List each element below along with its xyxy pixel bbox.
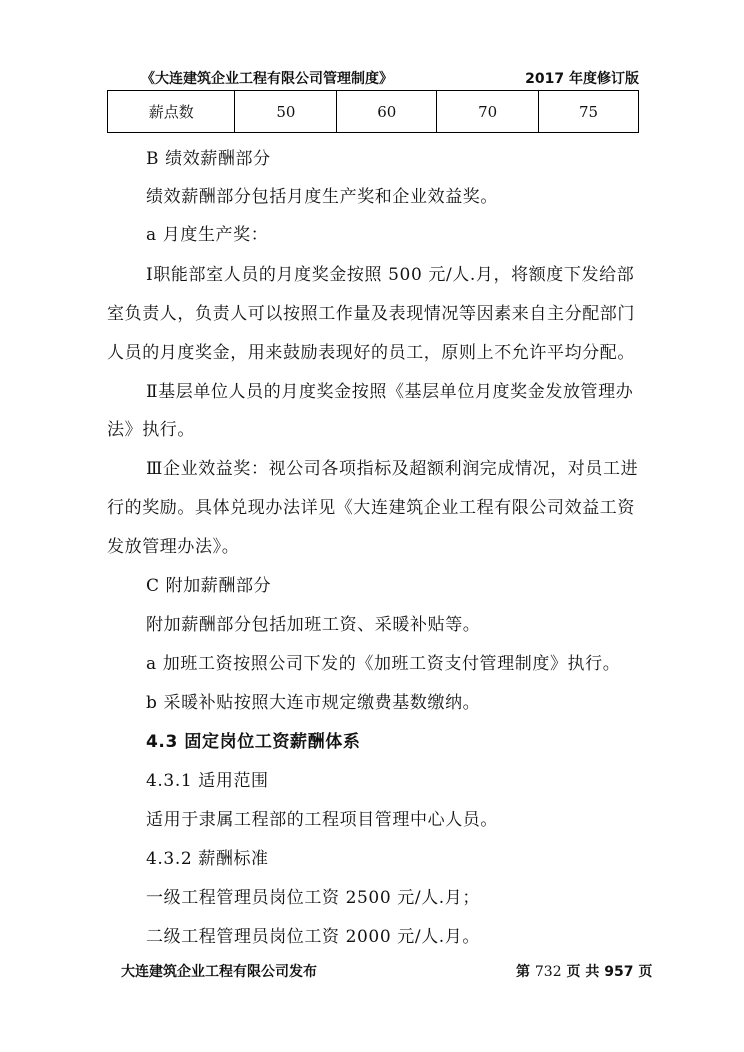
footer-publisher: 大连建筑企业工程有限公司发布 [121, 964, 317, 980]
footer-page-info [516, 961, 652, 981]
page-number: 732 [534, 964, 562, 980]
paragraph-line: 行的奖励。具体兑现办法详见《大连建筑企业工程有限公司效益工资 [107, 498, 635, 518]
paragraph-line: 人员的月度奖金，用来鼓励表现好的员工，原则上不允许平均分配。 [107, 343, 635, 363]
section-b-heading: B 绩效薪酬部分 [146, 149, 271, 169]
table-cell: 50 [235, 91, 337, 133]
paragraph-line: Ⅲ企业效益奖：视公司各项指标及超额利润完成情况，对员工进 [146, 459, 639, 479]
page-mid: 页 共 [566, 964, 600, 980]
paragraph-line: 附加薪酬部分包括加班工资、采暖补贴等。 [146, 615, 481, 635]
table-cell: 75 [539, 91, 639, 133]
page-suffix: 页 [638, 964, 653, 980]
paragraph-line: 适用于隶属工程部的工程项目管理中心人员。 [146, 810, 498, 830]
table-cell-label: 薪点数 [108, 91, 235, 133]
paragraph-line: 一级工程管理员岗位工资 2500 元/人.月； [146, 888, 481, 908]
paragraph-line: 室负责人，负责人可以按照工作量及表现情况等因素来自主分配部门 [107, 304, 635, 324]
paragraph-line: 发放管理办法》。 [107, 537, 240, 557]
table-row [108, 91, 639, 133]
table-cell: 60 [337, 91, 437, 133]
header-title: 《大连建筑企业工程有限公司管理制度》 [141, 71, 393, 87]
page-header [107, 66, 639, 90]
page-prefix: 第 [516, 964, 530, 980]
section-4-3-heading: 4.3 固定岗位工资薪酬体系 [146, 732, 361, 752]
paragraph-line: Ⅱ基层单位人员的月度奖金按照《基层单位月度奖金发放管理办 [146, 382, 634, 402]
header-edition: 2017 年度修订版 [525, 71, 639, 87]
salary-points-table [107, 90, 639, 133]
paragraph-line: 二级工程管理员岗位工资 2000 元/人.月。 [146, 927, 481, 947]
paragraph-line: a 加班工资按照公司下发的《加班工资支付管理制度》执行。 [146, 654, 621, 674]
table-cell: 70 [437, 91, 539, 133]
paragraph-line: 绩效薪酬部分包括月度生产奖和企业效益奖。 [146, 187, 498, 207]
subsection-4-3-1-heading: 4.3.1 适用范围 [146, 771, 269, 791]
subsection-4-3-2-heading: 4.3.2 薪酬标准 [146, 849, 269, 869]
subsection-a-heading: a 月度生产奖： [146, 225, 269, 245]
paragraph-line: Ⅰ职能部室人员的月度奖金按照 500 元/人.月，将额度下发给部 [146, 265, 635, 285]
page-total: 957 [604, 964, 634, 980]
paragraph-line: 法》执行。 [107, 420, 195, 440]
section-c-heading: C 附加薪酬部分 [146, 576, 272, 596]
paragraph-line: b 采暖补贴按照大连市规定缴费基数缴纳。 [146, 693, 481, 713]
